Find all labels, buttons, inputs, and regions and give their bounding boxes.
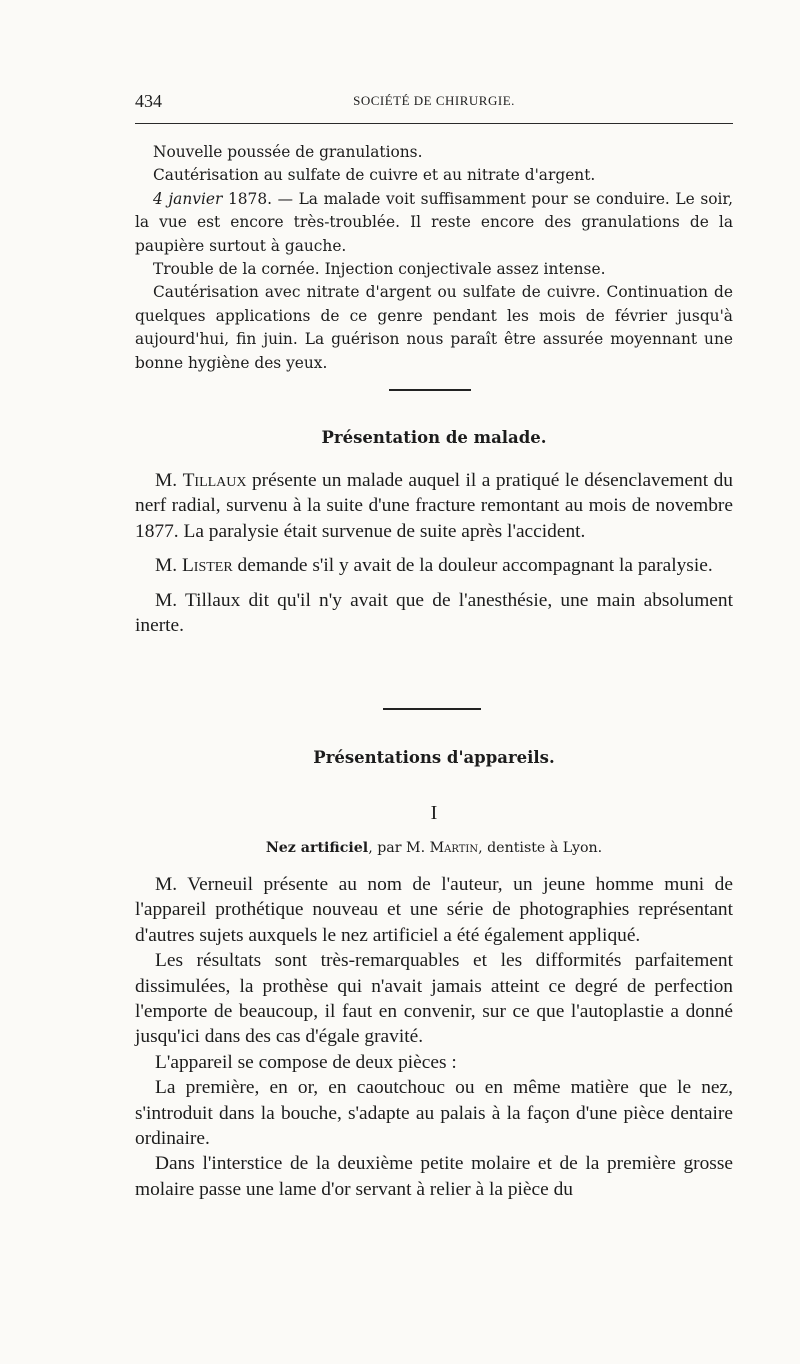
- case-note-granulations: Nouvelle poussée de granulations.: [153, 143, 423, 161]
- section-appareils-body: [135, 872, 733, 1202]
- paragraph-tillaux-answer: M. Tillaux dit qu'il n'y avait que de l'anesthésie, une main absolument inerte.: [135, 589, 733, 637]
- section-malade-body: [135, 468, 733, 638]
- section-heading-appareils: Présentations d'appareils.: [313, 748, 555, 767]
- author-name: Martin: [429, 840, 479, 856]
- section-numeral: I: [430, 802, 438, 824]
- paragraph-first-piece: La première, en or, en caoutchouc ou en même matière que le nez, s'introduit dans la bouche, s'adapte au palais à la façon d'une pièce dentaire ordinaire.: [135, 1077, 733, 1150]
- section-heading-malade: Présentation de malade.: [321, 428, 547, 447]
- paragraph-lister-question: M. Lister demande s'il y avait de la douleur accompagnant la paralysie.: [155, 555, 713, 577]
- paragraph-composition: L'appareil se compose de deux pièces :: [155, 1051, 457, 1073]
- case-note-cornea: Trouble de la cornée. Injection conjectivale assez intense.: [153, 260, 606, 279]
- paragraph-verneuil: M. Verneuil présente au nom de l'auteur, un jeune homme muni de l'appareil prothétique nouveau et une série de photographies représentant d'autres sujets auxquels le nez artificiel a été également appliqué.: [135, 874, 733, 946]
- header-rule: [135, 123, 733, 124]
- item-title: Nez artificiel: [265, 840, 369, 856]
- paragraph-tillaux-presentation: M. Tillaux présente un malade auquel il a pratiqué le désenclavement du nerf radial, survenu à la suite d'une fracture remontant au mois de novembre 1877. La paralysie était survenue de suite après l'accident.: [135, 470, 733, 542]
- page-number: 434: [135, 91, 162, 111]
- case-note-january: 4 janvier 1878. — La malade voit suffisamment pour se conduire. Le soir, la vue est encore très-troublée. Il reste encore des granulations de la paupière surtout à gauche.: [135, 189, 733, 255]
- case-note-date: 4 janvier: [153, 189, 223, 208]
- author-name: Tillaux: [182, 470, 247, 491]
- running-head: SOCIÉTÉ DE CHIRURGIE.: [353, 93, 515, 108]
- case-note-cauterization: Cautérisation au sulfate de cuivre et au nitrate d'argent.: [153, 166, 596, 185]
- case-note-treatment: Cautérisation avec nitrate d'argent ou sulfate de cuivre. Continuation de quelques applications de ce genre pendant les mois de février jusqu'à aujourd'hui, fin juin. La guérison nous paraît être assurée moyennant une bonne hygiène des yeux.: [135, 283, 733, 372]
- author-name: Lister: [181, 555, 233, 577]
- paragraph-interstice: Dans l'interstice de la deuxième petite molaire et de la première grosse molaire passe une lame d'or servant à relier à la pièce du: [135, 1153, 733, 1200]
- paragraph-results: Les résultats sont très-remarquables et les difformités parfaitement dissimulées, la prothèse qui n'avait jamais atteint ce degré de perfection l'emporte de beaucoup, il faut en convenir, sur ce que l'autoplastie a donné jusqu'ici dans des cas d'égale gravité.: [135, 950, 733, 1048]
- case-notes: [135, 141, 733, 375]
- section-separator: [389, 389, 471, 391]
- section-separator: [383, 708, 481, 710]
- page-header: [135, 91, 733, 115]
- item-subtitle: Nez artificiel, par M. Martin, dentiste à Lyon.: [265, 840, 603, 856]
